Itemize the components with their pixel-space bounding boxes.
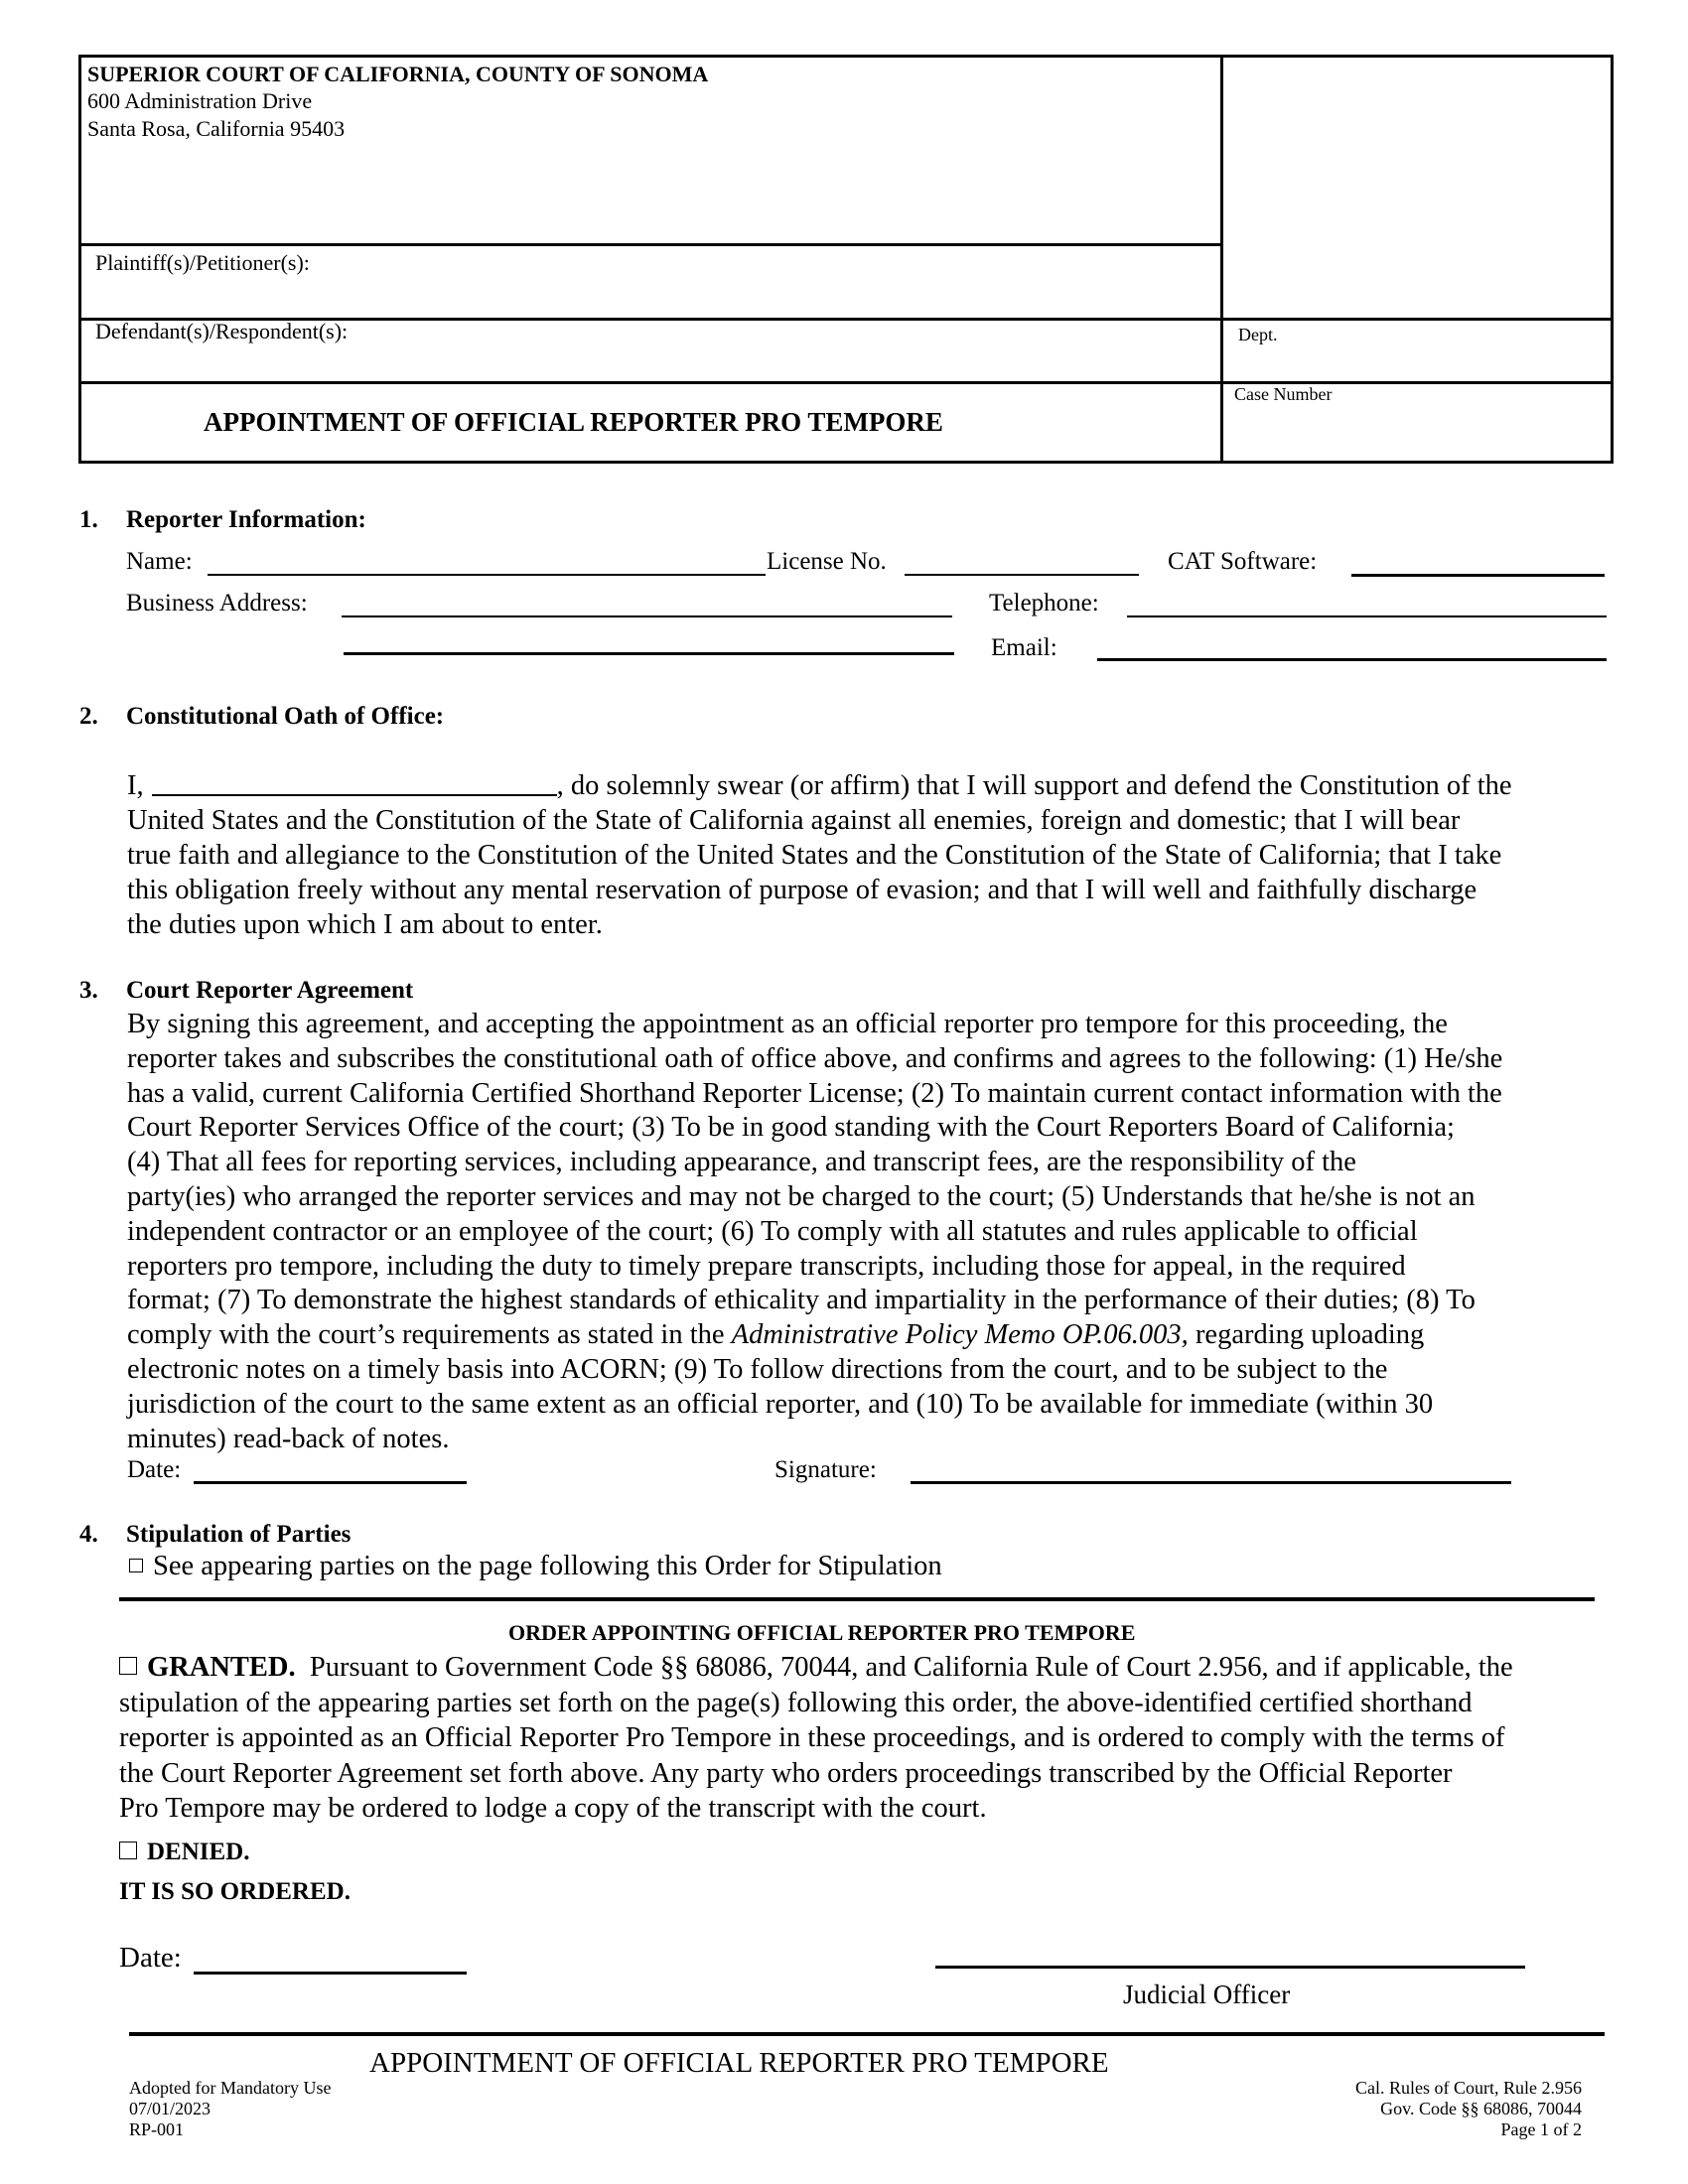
oath-line-5: the duties upon which I am about to enter. <box>127 909 603 940</box>
name-underline <box>208 574 766 576</box>
agreement-line: reporter takes and subscribes the constitutional oath of office above, and confirms and agrees to the following: (1) He/she <box>127 1042 1503 1074</box>
oath-paragraph <box>127 768 1605 942</box>
signature-underline <box>911 1481 1511 1484</box>
cat-software-underline <box>1351 574 1605 577</box>
oath-line-2: United States and the Constitution of the State of California against all enemies, foreign and domestic; that I will bear <box>127 805 1461 836</box>
business-address-input-1[interactable] <box>343 589 948 614</box>
form-title: APPOINTMENT OF OFFICIAL REPORTER PRO TEMPORE <box>204 407 943 437</box>
granted-line-1-text: Pursuant to Government Code §§ 68086, 70044, and California Rule of Court 2.956, and if applicable, the <box>295 1652 1513 1683</box>
agreement-line: independent contractor or an employee of the court; (6) To comply with all statutes and rules applicable to official <box>127 1215 1418 1247</box>
signature-label: Signature: <box>774 1456 877 1483</box>
section2-title: Constitutional Oath of Office: <box>126 703 445 730</box>
granted-line: stipulation of the appearing parties set forth on the page(s) following this order, the above-identified certified shorthand <box>119 1687 1473 1718</box>
agreement-line: reporters pro tempore, including the duty to timely prepare transcripts, including those for appeal, in the required <box>127 1250 1406 1282</box>
granted-paragraph <box>119 1650 1609 1827</box>
order-date-underline <box>194 1972 467 1975</box>
agreement-paragraph <box>127 1008 1607 1456</box>
plaintiff-label: Plaintiff(s)/Petitioner(s): <box>95 250 310 275</box>
order-date-input[interactable] <box>195 1944 463 1970</box>
granted-line: reporter is appointed as an Official Reporter Pro Tempore in these proceedings, and is ordered to comply with the terms of <box>119 1722 1505 1753</box>
denied-row[interactable] <box>119 1839 250 1866</box>
policy-memo-reference: Administrative Policy Memo OP.06.003, <box>731 1319 1189 1351</box>
reporter-name-input[interactable] <box>209 547 760 573</box>
license-label: License No. <box>767 548 887 575</box>
court-address-line1: 600 Administration Drive <box>87 88 313 113</box>
agreement-line: party(ies) who arranged the reporter services and may not be charged to the court; (5) Understands that he/she is not an <box>127 1180 1476 1212</box>
license-number-input[interactable] <box>906 547 1134 573</box>
oath-name-blank[interactable] <box>152 770 557 796</box>
oath-line-4: this obligation freely without any mental reservation of purpose of evasion; and that I will well and faithfully discharge <box>127 875 1477 905</box>
section1-title: Reporter Information: <box>126 506 366 533</box>
granted-line-1 <box>119 1650 1609 1686</box>
judicial-officer-signature-line[interactable] <box>935 1966 1525 1969</box>
agreement-line: (4) That all fees for reporting services, including appearance, and transcript fees, are the responsibility of the <box>127 1147 1356 1178</box>
case-number-input[interactable] <box>1236 417 1604 443</box>
business-address-label: Business Address: <box>126 590 308 616</box>
denied-checkbox[interactable] <box>119 1842 137 1859</box>
name-label: Name: <box>126 548 193 575</box>
stipulation-checkbox-row[interactable] <box>129 1551 942 1582</box>
agreement-line: has a valid, current California Certified Shorthand Reporter License; (2) To maintain current contact information with the <box>127 1077 1502 1109</box>
footer-divider <box>129 2032 1605 2036</box>
cat-software-label: CAT Software: <box>1168 548 1318 575</box>
email-label: Email: <box>991 634 1057 661</box>
case-number-label: Case Number <box>1234 384 1333 404</box>
caption-divider-title <box>79 381 1613 384</box>
court-address-line2: Santa Rosa, California 95403 <box>87 116 346 141</box>
business-address-underline-1 <box>342 615 952 617</box>
stipulation-checkbox-label: See appearing parties on the page following this Order for Stipulation <box>153 1551 942 1581</box>
court-name: SUPERIOR COURT OF CALIFORNIA, COUNTY OF SONOMA <box>87 62 709 86</box>
section4-number: 4. <box>79 1521 98 1548</box>
agreement-line: minutes) read-back of notes. <box>127 1423 450 1454</box>
section1-number: 1. <box>79 506 98 533</box>
defendant-input[interactable] <box>95 349 1207 375</box>
order-divider <box>119 1597 1595 1601</box>
agreement-line: jurisdiction of the court to the same extent as an official reporter, and (10) To be available for immediate (within 30 <box>127 1388 1434 1420</box>
oath-line-1 <box>127 768 1605 803</box>
agreement-date-underline <box>194 1481 467 1484</box>
defendant-label: Defendant(s)/Respondent(s): <box>95 319 349 343</box>
agreement-line-10-before: comply with the court’s requirements as stated in the <box>127 1319 732 1351</box>
footer-adopted: Adopted for Mandatory Use <box>129 2078 332 2098</box>
section4-title: Stipulation of Parties <box>126 1521 352 1548</box>
agreement-line-10-after: regarding uploading <box>1188 1319 1425 1351</box>
footer-title: APPOINTMENT OF OFFICIAL REPORTER PRO TEMPORE <box>369 2047 1109 2079</box>
footer-rule-ref: Cal. Rules of Court, Rule 2.956 <box>1355 2078 1582 2098</box>
plaintiff-input[interactable] <box>95 280 1207 306</box>
section2-number: 2. <box>79 703 98 730</box>
footer-date: 07/01/2023 <box>129 2099 211 2118</box>
telephone-input[interactable] <box>1128 589 1605 614</box>
agreement-line: Court Reporter Services Office of the court; (3) To be in good standing with the Court Reporters Board of California; <box>127 1112 1455 1144</box>
email-underline <box>1097 658 1607 661</box>
footer-gov-code: Gov. Code §§ 68086, 70044 <box>1380 2099 1582 2118</box>
telephone-underline <box>1127 615 1607 617</box>
granted-line: the Court Reporter Agreement set forth above. Any party who orders proceedings transcribed by the Official Reporter <box>119 1757 1453 1789</box>
email-input[interactable] <box>1098 631 1605 657</box>
dept-label: Dept. <box>1238 325 1278 344</box>
granted-label: GRANTED. <box>147 1652 296 1683</box>
caption-divider-plaintiff <box>79 243 1221 246</box>
oath-line-1-text: , do solemnly swear (or affirm) that I will support and defend the Constitution of the <box>556 770 1512 801</box>
granted-checkbox[interactable] <box>119 1657 137 1675</box>
oath-line-3: true faith and allegiance to the Constitution of the United States and the Constitution of the State of California; that I take <box>127 840 1502 871</box>
section3-title: Court Reporter Agreement <box>126 977 414 1004</box>
footer-page-number: Page 1 of 2 <box>1500 2119 1582 2139</box>
agreement-date-label: Date: <box>127 1456 182 1483</box>
caption-vertical-divider <box>1220 56 1223 463</box>
agreement-line: format; (7) To demonstrate the highest standards of ethicality and impartiality in the performance of their duties; (8) To <box>127 1285 1476 1316</box>
denied-label: DENIED. <box>147 1839 250 1865</box>
agreement-line: By signing this agreement, and accepting the appointment as an official reporter pro tempore for this proceeding, the <box>127 1009 1448 1039</box>
agreement-line: electronic notes on a timely basis into ACORN; (9) To follow directions from the court, and to be subject to the <box>127 1353 1388 1385</box>
signature-input[interactable] <box>912 1454 1507 1480</box>
agreement-date-input[interactable] <box>195 1454 463 1480</box>
cat-software-input[interactable] <box>1352 547 1603 573</box>
footer-form-id: RP-001 <box>129 2119 185 2139</box>
granted-line: Pro Tempore may be ordered to lodge a copy of the transcript with the court. <box>119 1793 987 1824</box>
business-address-input-2[interactable] <box>345 625 950 651</box>
telephone-label: Telephone: <box>989 590 1099 616</box>
so-ordered: IT IS SO ORDERED. <box>119 1878 351 1905</box>
judicial-officer-label: Judicial Officer <box>1123 1979 1291 2009</box>
section3-number: 3. <box>79 977 98 1004</box>
agreement-line <box>127 1318 1607 1353</box>
stipulation-checkbox[interactable] <box>129 1559 143 1572</box>
license-underline <box>905 574 1139 576</box>
order-heading: ORDER APPOINTING OFFICIAL REPORTER PRO TEMPORE <box>508 1620 1136 1645</box>
dept-input[interactable] <box>1291 342 1599 368</box>
business-address-underline-2 <box>344 652 954 655</box>
order-date-label: Date: <box>119 1942 182 1974</box>
oath-prefix: I, <box>127 770 144 801</box>
